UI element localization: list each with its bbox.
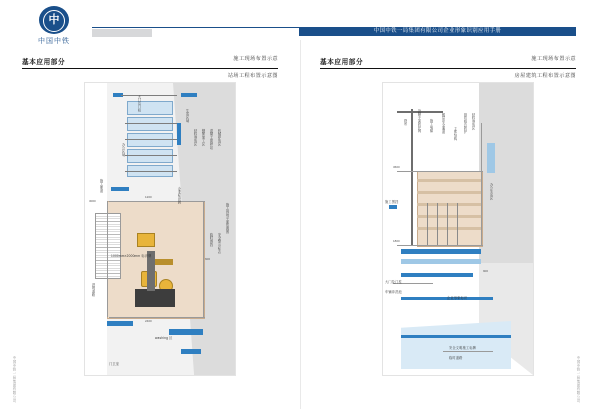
annotation-label: 材料堆放区 (193, 129, 197, 146)
annotation-label: 施工便道 (99, 179, 103, 193)
building-block (127, 101, 173, 115)
annotation-label: 施工现场平面布置图 (225, 203, 229, 234)
annotation-label: 临时围挡 (209, 233, 213, 247)
annotation-label: washing 区 (155, 336, 173, 340)
page-divider (300, 0, 301, 409)
signage-band (401, 249, 481, 254)
annotation-label: 大门及门柱 (385, 280, 402, 284)
building-block (127, 117, 173, 131)
scaffold-column (457, 203, 458, 245)
signage-marker (181, 93, 197, 97)
annotation-label: 企业标识牌 (177, 187, 181, 204)
tower-crane-mast (411, 109, 413, 245)
scaffold-column (437, 203, 438, 245)
stair-ramp (95, 213, 121, 279)
leader-line (397, 245, 483, 246)
right-subtitle-1: 施工现场布置示意 (531, 56, 576, 62)
annotation-label: 楼层安全通道 (441, 113, 445, 134)
dimension-text: 3000 (89, 199, 96, 203)
leader-line (109, 201, 205, 202)
signage-marker (177, 123, 181, 145)
signage-band (401, 259, 481, 264)
annotation-label: 车辆冲洗池 (385, 290, 402, 294)
annotation-label: 基坑临边防护 (463, 113, 467, 134)
left-subtitle-1: 施工现场布置示意 (233, 56, 278, 62)
left-section-rule (22, 68, 278, 69)
signage-marker (181, 349, 201, 354)
leader-line (443, 351, 493, 352)
annotation-label: 企业形象标识 (447, 296, 468, 300)
dimension-text: 2400 (145, 319, 152, 323)
annotation-label: 机械停放区 (217, 129, 221, 146)
leader-line (125, 155, 177, 156)
header-grey-block (92, 29, 152, 37)
annotation-label: 施工电梯 (429, 119, 433, 133)
header (0, 0, 600, 45)
left-section-title: 基本应用部分 (22, 59, 66, 66)
right-section-title: 基本应用部分 (320, 59, 364, 66)
annotation-label: 钢筋加工区 (201, 129, 205, 146)
equipment-cluster (135, 289, 175, 307)
annotation-label: 办公生活区 (489, 183, 493, 200)
logo-mark-icon (39, 6, 69, 34)
scaffold-column (447, 203, 448, 245)
annotation-label: 塔吊 (403, 119, 407, 126)
right-drawing-frame (382, 82, 534, 376)
dimension-text: 600 (205, 257, 211, 261)
leader-line (125, 139, 177, 140)
leader-line (125, 123, 177, 124)
signage-marker (487, 143, 495, 173)
site-fence (401, 335, 511, 338)
leader-line (121, 95, 177, 96)
dimension-text: 1200 (145, 195, 152, 199)
annotation-label: 大门及门柱 (137, 95, 141, 112)
logo-glyph: 中 (48, 13, 60, 26)
header-title-bar: 中国中铁一局集团有限公司企业形象识别应用手册 (299, 27, 576, 36)
left-subtitle-2: 站场工程布置示意图 (227, 73, 278, 79)
terrain-block (479, 83, 533, 263)
footer-right: 中国中铁一局集团有限公司 (576, 356, 580, 403)
annotation-label: 混凝土搅拌站 (209, 129, 213, 150)
annotation-label: 主体结构 (453, 127, 457, 141)
annotation-label: 安全警示标志 (217, 233, 221, 254)
annotation-label: 材料堆放区 (471, 113, 475, 130)
footer-left: 中国中铁一局集团有限公司 (12, 356, 16, 403)
annotation-label: 临时道路 (449, 356, 463, 360)
machinery-unit (137, 233, 155, 247)
dimension-text: 1800 (393, 239, 400, 243)
brand-logo (22, 6, 86, 46)
leader-line (203, 201, 204, 317)
dimension-text: 900 (483, 269, 489, 273)
right-section-rule (320, 68, 576, 69)
brand-name: 中国中铁 (38, 38, 70, 45)
left-drawing-frame (84, 82, 236, 376)
signage-band (401, 273, 473, 277)
dimension-text: 3600 (393, 165, 400, 169)
annotation-label: 生活区域 (185, 109, 189, 123)
annotation-label: 门卫室 (109, 362, 120, 366)
building-block (127, 133, 173, 147)
signage-marker (107, 321, 133, 326)
leader-line (109, 317, 205, 318)
leader-line (397, 171, 483, 172)
signage-marker (389, 205, 397, 209)
floor-slab (417, 191, 481, 194)
annotation-label: 办公区域 (121, 143, 125, 157)
floor-slab (417, 179, 481, 182)
leader-line (125, 171, 177, 172)
annotation-label: 安全文明施工标牌 (449, 346, 477, 350)
signage-marker (169, 329, 203, 335)
signage-marker (111, 187, 129, 191)
annotation-label: 施工围挡 (385, 200, 399, 204)
right-subtitle-2: 房屋建筑工程布置示意图 (514, 73, 576, 79)
leader-line (107, 201, 108, 317)
annotation-label: 进场道路 (91, 283, 95, 297)
annotation-label: 外脚手架防护网 (417, 109, 421, 133)
leader-line (481, 123, 482, 245)
scaffold-column (427, 203, 428, 245)
building-block (127, 149, 173, 163)
annotation-label: 1000mm×2000mm 标识牌 (111, 254, 152, 258)
